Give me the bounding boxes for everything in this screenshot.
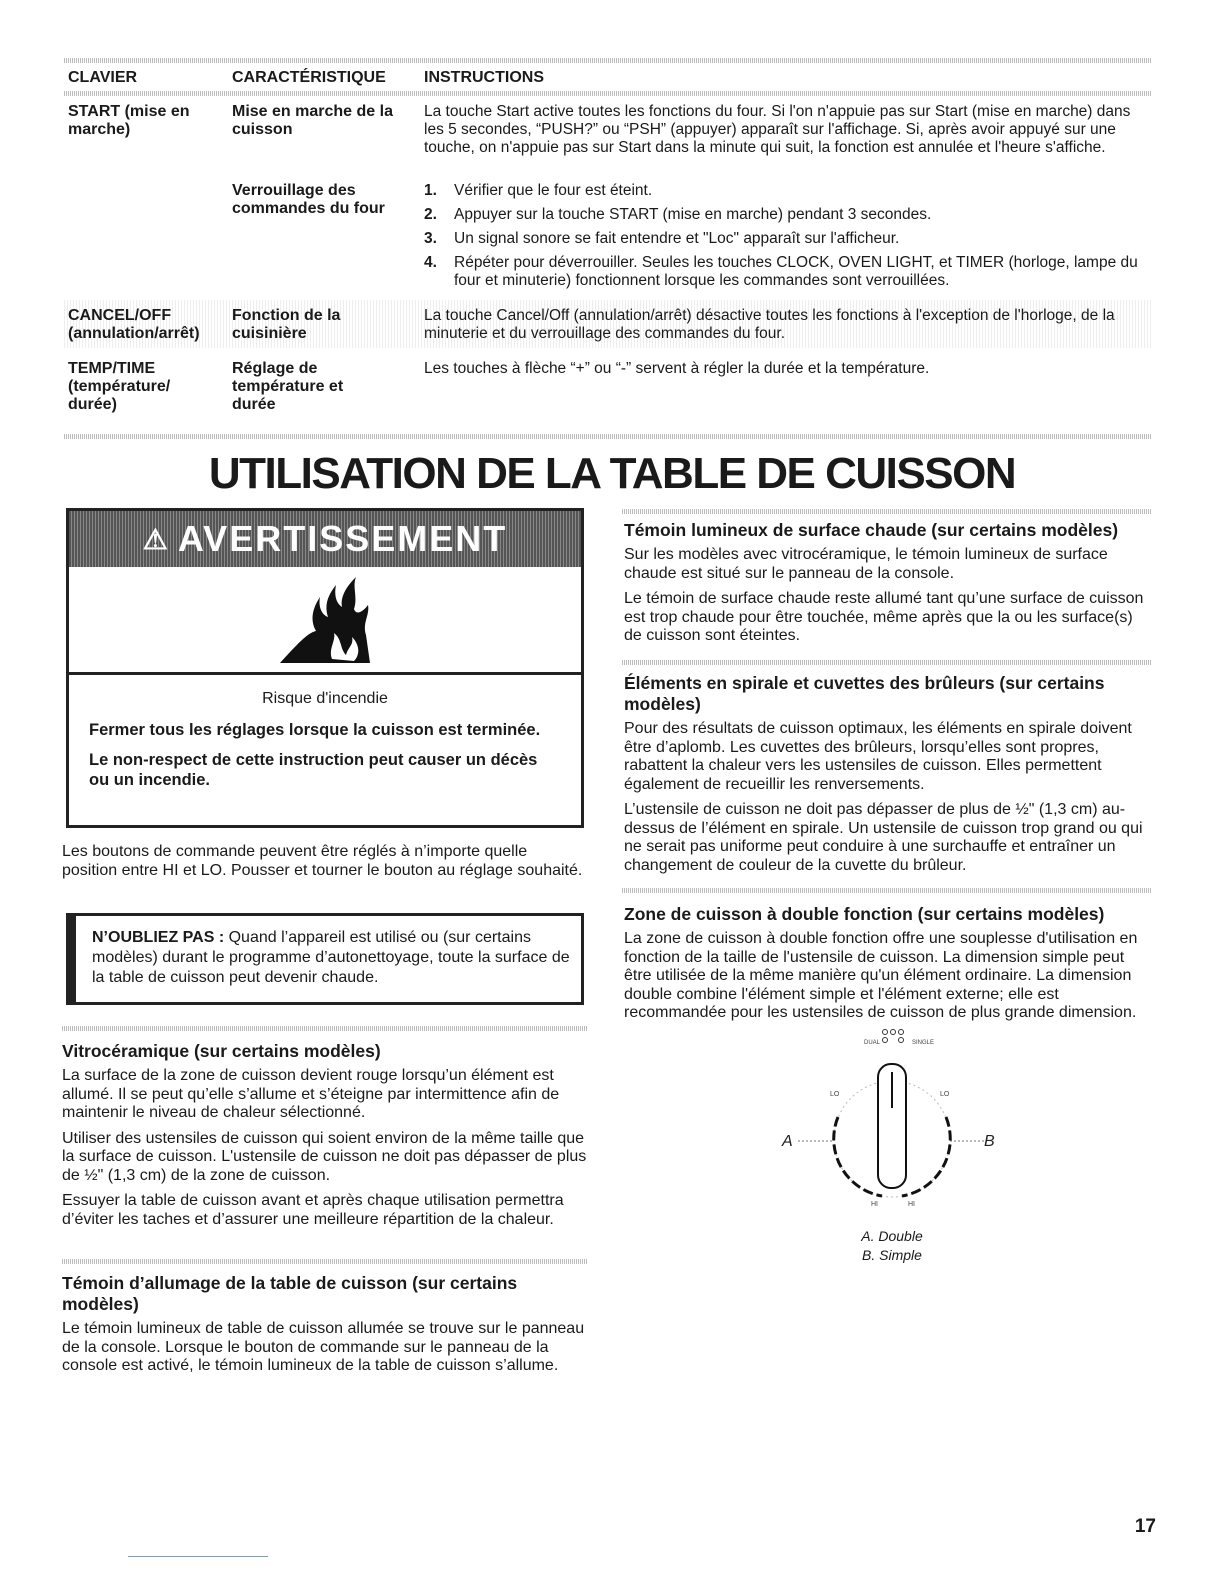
- list-item: 1. Vérifier que le four est éteint.: [424, 182, 653, 199]
- header-instructions: INSTRUCTIONS: [424, 69, 544, 86]
- instruction-temp: Les touches à flèche “+” ou “-” servent à régler la durée et la température.: [424, 360, 930, 377]
- section-heading: Vitrocéramique (sur certains modèles): [62, 1041, 381, 1061]
- header-caracteristique: CARACTÉRISTIQUE: [232, 69, 386, 86]
- key-start: START (mise en marche): [68, 103, 190, 138]
- hi-right-label: HI: [908, 1201, 915, 1208]
- warning-line-2: Le non-respect de cette instruction peut causer un décès ou un incendie.: [89, 751, 538, 789]
- warning-triangle-icon: ⚠: [142, 523, 170, 555]
- feature-temp: Réglage de température et durée: [232, 360, 344, 413]
- list-item: 4. Répéter pour déverrouiller. Seules les touches CLOCK, OVEN LIGHT, et TIMER (horloge, lampe du four et minuterie) fonctionnent lorsque les commandes sont verrouillées.: [424, 254, 1138, 289]
- dual-knob-diagram: [772, 1024, 1012, 1214]
- footer-line: [128, 1556, 268, 1557]
- warning-box: [66, 508, 584, 828]
- page-number: 17: [1134, 1516, 1156, 1537]
- lo-right-label: LO: [940, 1091, 950, 1098]
- list-item: 3. Un signal sonore se fait entendre et "Loc" apparaît sur l'afficheur.: [424, 230, 900, 247]
- section-heading: Témoin d’allumage de la table de cuisson (sur certains modèles): [62, 1273, 518, 1314]
- section-heading: Témoin lumineux de surface chaude (sur certains modèles): [624, 520, 1119, 540]
- key-temp: TEMP/TIME (température/ durée): [68, 360, 171, 413]
- section-temoin-surface: Témoin lumineux de surface chaude (sur certains modèles) Sur les modèles avec vitrocéramique, le témoin lumineux de surface chaude est situé sur le panneau de la console. Le témoin de surface chaude reste allumé tant qu’une surface de cuisson est trop chaude pour être touchée, même après que la ou les surface(s) de cuisson sont éteintes.: [624, 520, 1152, 653]
- section-vitroceramique: Vitrocéramique (sur certains modèles) La surface de la zone de cuisson devient rouge lorsqu’un élément est allumé. Il se peut qu’elle s’allume et s’éteigne par intermittence afin de maintenir le niveau de chaleur sélectionné. Utiliser des ustensiles de cuisson qui soient environ de la même taille que la surface de cuisson. L'ustensile de cuisson ne doit pas dépasser de plus de ½" (1,3 cm) de la zone de cuisson. Essuyer la table de cuisson avant et après chaque utilisation permettra d’éviter les taches et d’assurer une meilleure répartition de la chaleur.: [62, 1041, 587, 1228]
- note-text: Quand l’appareil est utilisé ou (sur certains modèles) durant le programme d’autonettoyage, toute la surface de la table de cuisson peut devenir chaude.: [92, 929, 570, 986]
- dual-label: DUAL: [864, 1040, 881, 1046]
- dual-indicator-icon: [883, 1030, 888, 1035]
- intro-text: Les boutons de commande peuvent être réglés à n’importe quelle position entre HI et LO. Pousser et tourner le bouton au réglage souhaité.: [62, 843, 583, 879]
- list-item: 2. Appuyer sur la touche START (mise en marche) pendant 3 secondes.: [424, 206, 932, 223]
- section-double-fonction: Zone de cuisson à double fonction (sur certains modèles) La zone de cuisson à double fonction offre une souplesse d'utilisation en fonction de la taille de l'ustensile de cuisson. La dimension simple peut être utilisée de la même manière qu'un élément ordinaire. La dimension double combine l'élément simple et l'élément externe; elle est recommandée pour les ustensiles de cuisson de plus grande dimension.: [624, 904, 1152, 1030]
- warning-risk: Risque d'incendie: [262, 690, 388, 707]
- section-heading: Éléments en spirale et cuvettes des brûleurs (sur certains modèles): [624, 673, 1105, 714]
- warning-banner: ⚠ AVERTISSEMENT: [69, 511, 581, 567]
- lock-steps: [424, 182, 1154, 296]
- label-a: A: [782, 1133, 793, 1150]
- instruction-cancel: La touche Cancel/Off (annulation/arrêt) désactive toutes les fonctions à l'exception de l'horloge, de la minuterie et du verrouillage des commandes du four.: [424, 307, 1115, 342]
- label-b: B: [984, 1133, 995, 1150]
- instruction-start: La touche Start active toutes les fonctions du four. Si l'on n'appuie pas sur Start (mise en marche) dans les 5 secondes, “PUSH?” ou “PSH” (appuyer) apparaît sur l'affichage. Si, après avoir appuyé sur une touche, on n'appuie pas sur Start dans la minute qui suit, la fonction est annulée et l'heure s'affiche.: [424, 103, 1131, 156]
- page-title: UTILISATION DE LA TABLE DE CUISSON: [208, 449, 1016, 498]
- feature-start: Mise en marche de la cuisson: [232, 103, 393, 138]
- section-heading: Zone de cuisson à double fonction (sur certains modèles): [624, 904, 1105, 924]
- single-indicator-icon: [883, 1038, 888, 1043]
- feature-lock: Verrouillage des commandes du four: [232, 182, 385, 217]
- warning-line-1: Fermer tous les réglages lorsque la cuisson est terminée.: [89, 721, 541, 739]
- header-clavier: CLAVIER: [68, 69, 138, 86]
- note-box: [66, 913, 584, 1005]
- feature-cancel: Fonction de la cuisinière: [232, 307, 341, 342]
- lo-left-label: LO: [830, 1091, 840, 1098]
- section-temoin-allumage: Témoin d’allumage de la table de cuisson (sur certains modèles) Le témoin lumineux de table de cuisson allumée se trouve sur le panneau de la console. Lorsque le bouton de commande sur le panneau de la console est activé, le témoin lumineux de la table de cuisson s’allume.: [62, 1273, 588, 1383]
- hi-left-label: HI: [871, 1201, 878, 1208]
- fire-icon: [69, 567, 581, 675]
- knob-caption: A. Double B. Simple: [861, 1228, 923, 1263]
- single-label: SINGLE: [912, 1040, 935, 1046]
- section-elements-spirale: Éléments en spirale et cuvettes des brûleurs (sur certains modèles) Pour des résultats de cuisson optimaux, les éléments en spirale doivent être d’aplomb. Les cuvettes des brûleurs, lorsqu’elles sont propres, rabattent la chaleur vers les ustensiles de cuisson. Elles permettent également de recueillir les renversements. L’ustensile de cuisson ne doit pas dépasser de plus de ½" (1,3 cm) au-dessus de l’élément en spirale. Un ustensile de cuisson trop grand ou qui ne serait pas uniforme peut conduire à une surchauffe et entraîner un changement de couleur de la cuvette du brûleur.: [624, 673, 1152, 882]
- note-label: N’OUBLIEZ PAS :: [92, 929, 225, 946]
- key-cancel: CANCEL/OFF (annulation/arrêt): [68, 307, 200, 342]
